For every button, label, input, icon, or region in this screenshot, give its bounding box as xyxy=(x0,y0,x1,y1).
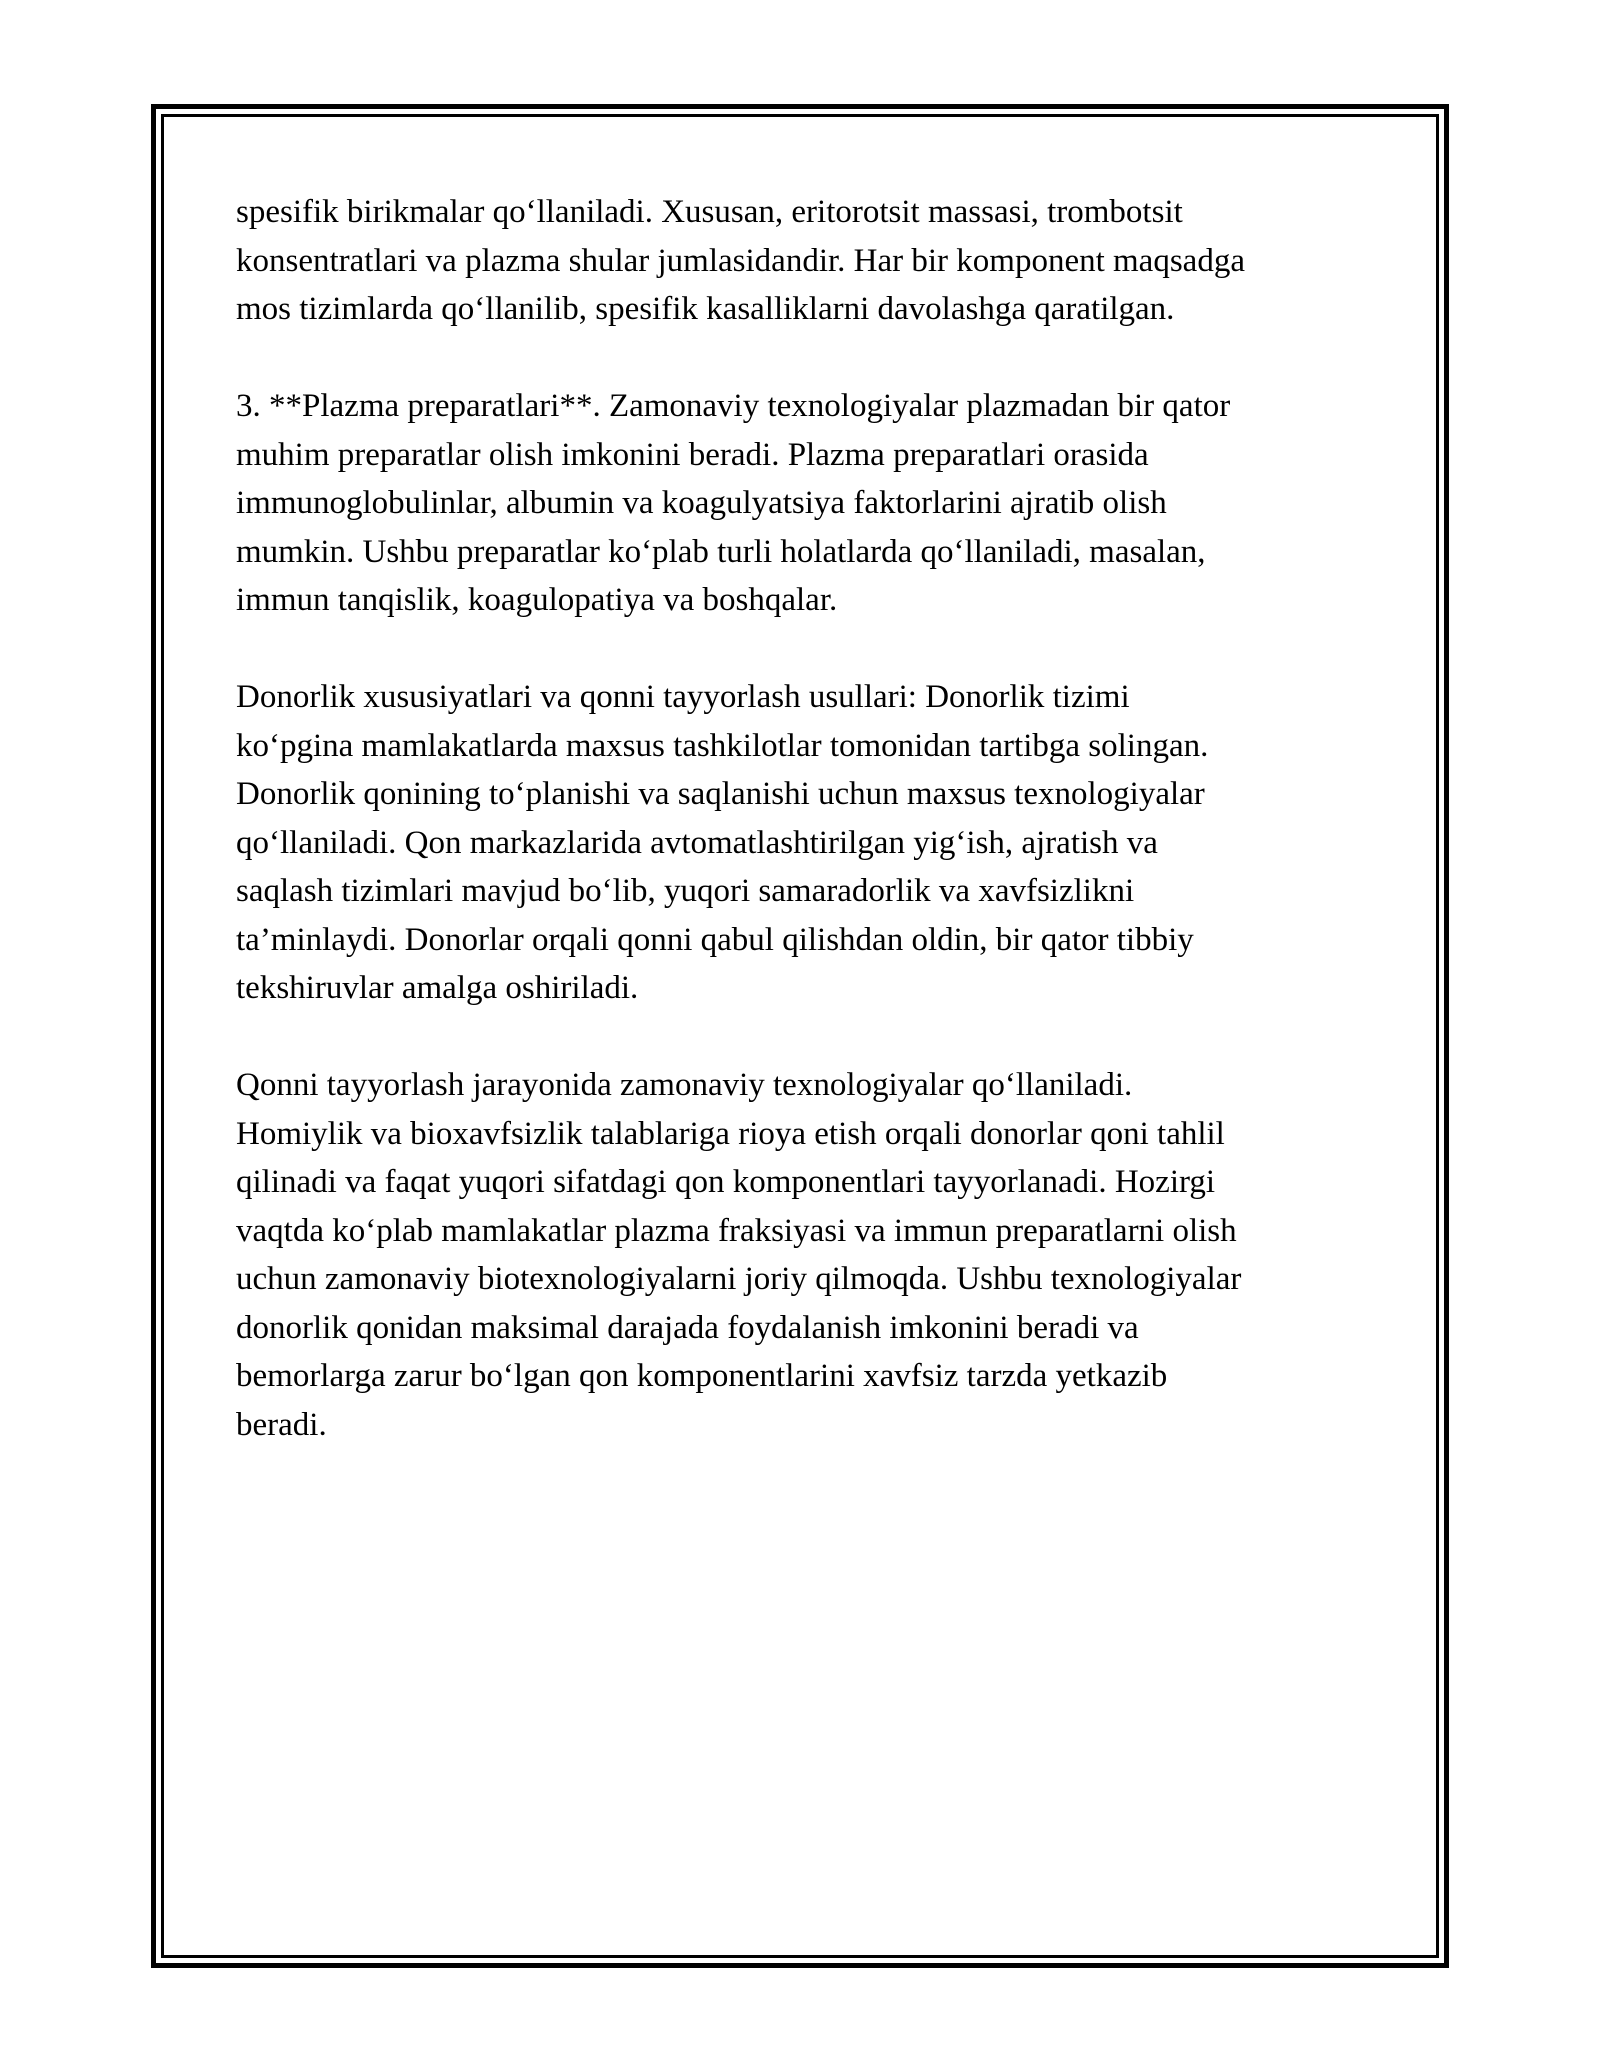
text-line: bemorlarga zarur bo‘lgan qon komponentlarini xavfsiz tarzda yetkazib xyxy=(236,1358,1168,1394)
text-line: ta’minlaydi. Donorlar orqali qonni qabul qilishdan oldin, bir qator tibbiy xyxy=(236,921,1194,958)
text-line: immunoglobulinlar, albumin va koagulyatsiya faktorlarini ajratib olish xyxy=(236,485,1167,521)
text-line: Qonni tayyorlash jarayonida zamonaviy texnologiyalar qo‘llaniladi. xyxy=(236,1067,1133,1103)
text-line: ko‘pgina mamlakatlarda maxsus tashkilotlar tomonidan tartibga solingan. xyxy=(236,727,1209,764)
text-line: qo‘llaniladi. Qon markazlarida avtomatlashtirilgan yig‘ish, ajratish va xyxy=(236,824,1158,861)
paragraph-plasma-preparations xyxy=(236,382,1376,625)
text-line: 3. **Plazma preparatlari**. Zamonaviy texnologiyalar plazmadan bir qator xyxy=(236,388,1231,424)
paragraph-blood-preparation xyxy=(236,1061,1376,1449)
text-line: tekshiruvlar amalga oshiriladi. xyxy=(236,970,639,1006)
text-line: muhim preparatlar olish imkonini beradi. Plazma preparatlari orasida xyxy=(236,436,1149,473)
text-line: donorlik qonidan maksimal darajada foydalanish imkonini beradi va xyxy=(236,1309,1139,1346)
text-line: Donorlik qonining to‘planishi va saqlanishi uchun maxsus texnologiyalar xyxy=(236,776,1205,812)
text-line: qilinadi va faqat yuqori sifatdagi qon komponentlari tayyorlanadi. Hozirgi xyxy=(236,1164,1216,1200)
text-line: konsentratlari va plazma shular jumlasidandir. Har bir komponent maqsadga xyxy=(236,242,1245,279)
text-line: vaqtda ko‘plab mamlakatlar plazma fraksiyasi va immun preparatlarni olish xyxy=(236,1212,1237,1249)
paragraph-components xyxy=(236,188,1376,334)
text-line: mos tizimlarda qo‘llanilib, spesifik kasalliklarni davolashga qaratilgan. xyxy=(236,291,1175,327)
text-line: uchun zamonaviy biotexnologiyalarni joriy qilmoqda. Ushbu texnologiyalar xyxy=(236,1261,1242,1297)
text-line: Donorlik xususiyatlari va qonni tayyorlash usullari: Donorlik tizimi xyxy=(236,679,1130,715)
text-line: spesifik birikmalar qo‘llaniladi. Xususan, eritorotsit massasi, trombotsit xyxy=(236,194,1183,230)
document-body xyxy=(236,188,1376,1498)
text-line: mumkin. Ushbu preparatlar ko‘plab turli holatlarda qo‘llaniladi, masalan, xyxy=(236,533,1206,570)
text-line: Homiylik va bioxavfsizlik talablariga rioya etish orqali donorlar qoni tahlil xyxy=(236,1115,1225,1152)
text-line: immun tanqislik, koagulopatiya va boshqalar. xyxy=(236,582,838,618)
text-line: saqlash tizimlari mavjud bo‘lib, yuqori samaradorlik va xavfsizlikni xyxy=(236,873,1135,909)
paragraph-donorship xyxy=(236,673,1376,1013)
text-line: beradi. xyxy=(236,1406,327,1443)
